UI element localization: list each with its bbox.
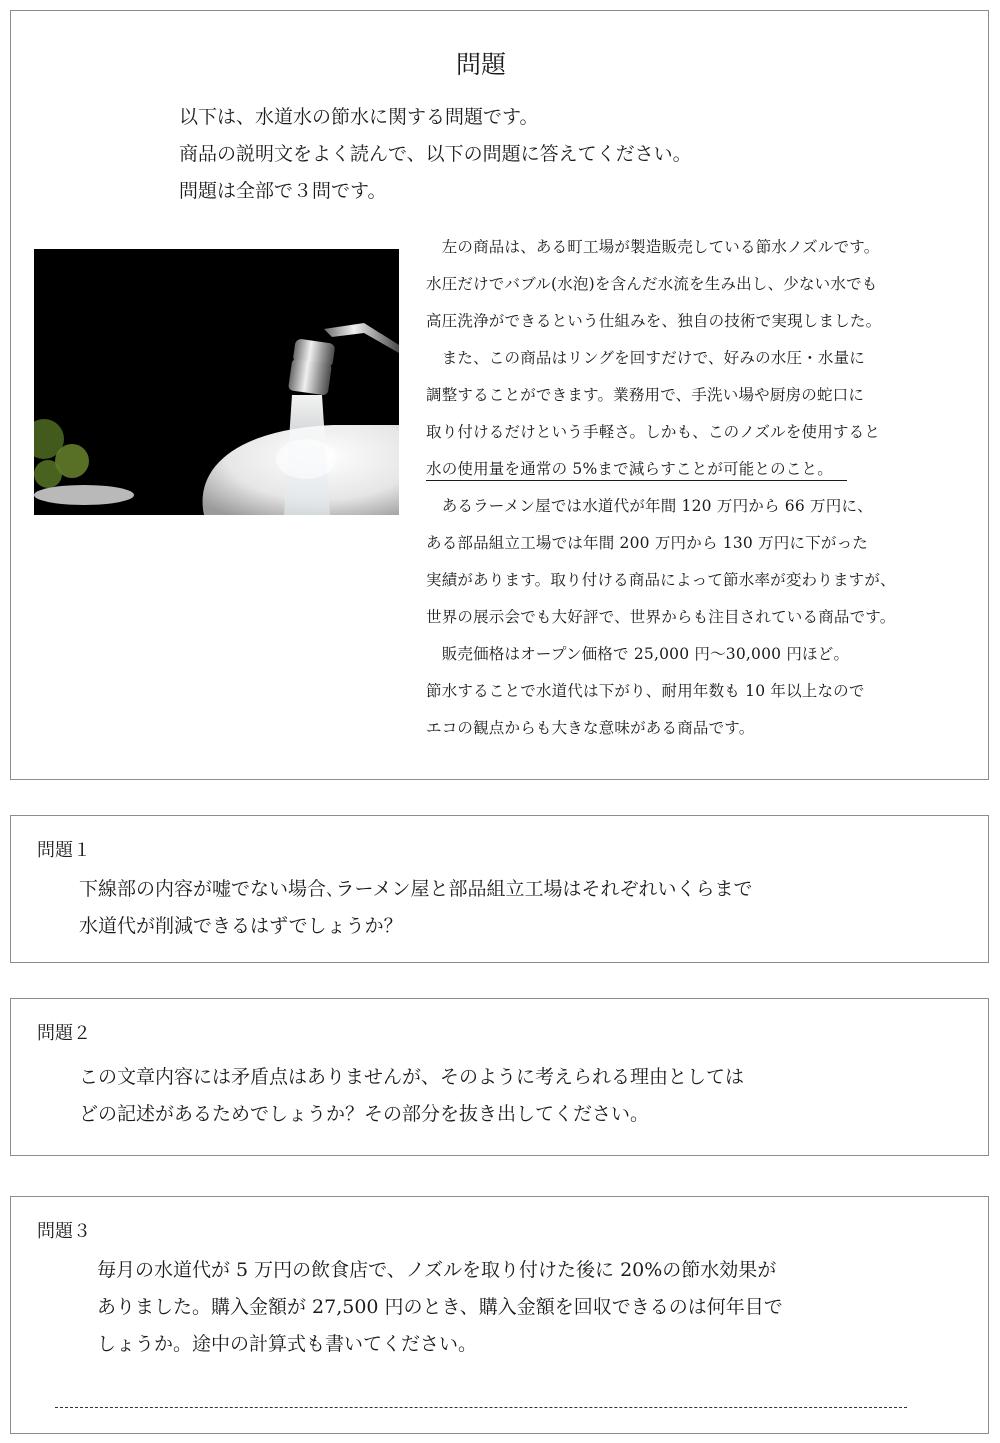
question-line: どの記述があるためでしょうか？その部分を抜き出してください。 — [79, 1103, 650, 1125]
question-3-text — [97, 1252, 783, 1363]
description-line: 左の商品は、ある町工場が製造販売している節水ノズルです。 — [426, 238, 880, 256]
description-line-underlined — [426, 451, 896, 488]
question-line: 毎月の水道代が 5 万円の飲食店で、ノズルを取り付けた後に 20%の節水効果が — [97, 1259, 777, 1281]
description-line: 節水することで水道代は下がり、耐用年数も 10 年以上なので — [426, 682, 865, 700]
question-line: 下線部の内容が嘘でない場合､ラーメン屋と部品組立工場はそれぞれいくらまで — [79, 878, 753, 900]
intro-text — [179, 99, 692, 210]
question-3-box — [10, 1196, 989, 1434]
question-1-text — [79, 871, 753, 945]
question-1-box — [10, 815, 989, 963]
description-line: 水圧だけでバブル(水泡)を含んだ水流を生み出し、少ない水でも — [426, 275, 878, 293]
description-line: 実績があります。取り付ける商品によって節水率が変わりますが、 — [426, 571, 896, 589]
question-2-text — [79, 1059, 744, 1133]
question-3-title: 問題３ — [37, 1221, 91, 1242]
intro-line: 以下は、水道水の節水に関する問題です。 — [179, 106, 539, 128]
description-line: 高圧洗浄ができるという仕組みを、独自の技術で実現しました。 — [426, 312, 882, 330]
description-line: 取り付けるだけという手軽さ。しかも、このノズルを使用すると — [426, 423, 881, 441]
question-1-title: 問題１ — [37, 840, 91, 861]
description-line: 世界の展示会でも大好評で、世界からも注目されている商品です。 — [426, 608, 896, 626]
underlined-text: 水の使用量を通常の 5%まで減らすことが可能とのこと。 — [426, 458, 847, 481]
description-line: エコの観点からも大きな意味がある商品です。 — [426, 719, 755, 737]
description-line: 販売価格はオープン価格で 25,000 円～30,000 円ほど。 — [426, 645, 850, 663]
description-line: 調整することができます。業務用で、手洗い場や厨房の蛇口に — [426, 386, 865, 404]
nozzle-photo — [34, 249, 399, 515]
question-line: この文章内容には矛盾点はありませんが、そのように考えられる理由としては — [79, 1066, 745, 1088]
product-description — [426, 229, 896, 747]
intro-line: 商品の説明文をよく読んで、以下の問題に答えてください。 — [179, 143, 692, 165]
question-line: 水道代が削減できるはずでしょうか？ — [79, 915, 403, 937]
description-line: また、この商品はリングを回すだけで、好みの水圧・水量に — [426, 349, 865, 367]
description-line: あるラーメン屋では水道代が年間 120 万円から 66 万円に、 — [426, 497, 873, 515]
problem-statement-box — [10, 10, 989, 780]
question-2-box — [10, 998, 989, 1156]
intro-line: 問題は全部で３問です。 — [179, 180, 387, 202]
description-line: ある部品組立工場では年間 200 万円から 130 万円に下がった — [426, 534, 868, 552]
question-line: しょうか。途中の計算式も書いてください。 — [97, 1333, 478, 1355]
question-2-title: 問題２ — [37, 1023, 91, 1044]
question-line: ありました。購入金額が 27,500 円のとき、購入金額を回収できるのは何年目で — [97, 1296, 783, 1318]
page-title: 問題 — [455, 50, 506, 79]
answer-line — [55, 1407, 907, 1408]
